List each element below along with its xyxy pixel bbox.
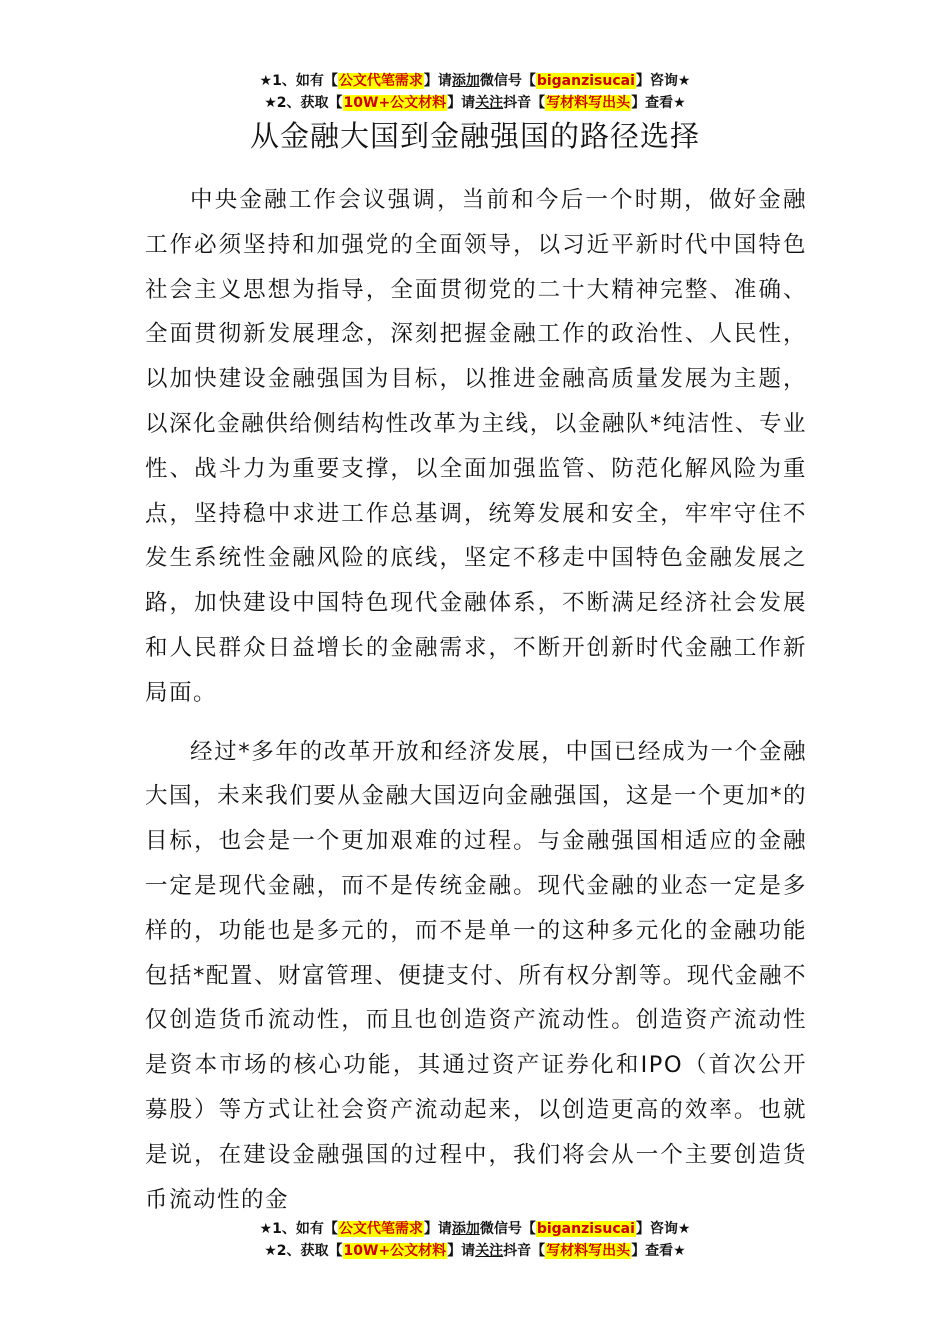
header-banner: [0, 70, 950, 114]
banner-text: 微信号【: [479, 1221, 536, 1237]
banner-text: 】咨询★: [635, 73, 691, 89]
banner-underlined: 添加: [451, 1221, 480, 1237]
materials-highlight: 10W+公文材料: [343, 1243, 447, 1259]
banner-text: 】请: [423, 73, 452, 89]
banner-text: 】请: [423, 1221, 452, 1237]
body-paragraph-1: 中央金融工作会议强调，当前和今后一个时期，做好金融工作必须坚持和加强党的全面领导，以习近平新时代中国特色社会主义思想为指导，全面贯彻党的二十大精神完整、准确、全面贯彻新发展理念，深刻把握金融工作的政治性、人民性，以加快建设金融强国为目标，以推进金融高质量发展为主题，以深化金融供给侧结构性改革为主线，以金融队*纯洁性、专业性、战斗力为重要支撑，以全面加强监管、防范化解风险为重点，坚持稳中求进工作总基调，统筹发展和安全，牢牢守住不发生系统性金融风险的底线，坚定不移走中国特色金融发展之路，加快建设中国特色现代金融体系，不断满足经济社会发展和人民群众日益增长的金融需求，不断开创新时代金融工作新局面。: [145, 187, 807, 706]
banner-text: ★1、如有【: [259, 1221, 338, 1237]
banner-text: 抖音【: [503, 1243, 546, 1259]
body-paragraph-2: 经过*多年的改革开放和经济发展，中国已经成为一个金融大国，未来我们要从金融大国迈向金融强国，这是一个更加*的目标，也会是一个更加艰难的过程。与金融强国相适应的金融一定是现代金融，而不是传统金融。现代金融的业态一定是多样的，功能也是多元的，而不是单一的这种多元化的金融功能包括*配置、财富管理、便捷支付、所有权分割等。现代金融不仅创造货币流动性，而且也创造资产流动性。创造资产流动性是资本市场的核心功能，其通过资产证券化和IPO（首次公开募股）等方式让社会资产流动起来，以创造更高的效率。也就是说，在建设金融强国的过程中，我们将会从一个主要创造货币流动性的金: [145, 738, 807, 1213]
banner-text: 微信号【: [479, 73, 536, 89]
wechat-id-highlight: biganzisucai: [536, 73, 635, 89]
banner-line-1: [0, 70, 950, 92]
banner-text: 】查看★: [631, 1243, 686, 1259]
banner-underlined: 关注: [475, 1243, 504, 1259]
banner-line-2: [0, 1240, 950, 1262]
banner-text: 】咨询★: [635, 1221, 691, 1237]
banner-text: 】查看★: [631, 95, 686, 111]
douyin-id-highlight: 写材料写出头: [546, 95, 631, 111]
wechat-id-highlight: biganzisucai: [536, 1221, 635, 1237]
banner-text: ★2、获取【: [264, 1243, 343, 1259]
banner-underlined: 关注: [475, 95, 504, 111]
materials-highlight: 10W+公文材料: [343, 95, 447, 111]
document-title: 从金融大国到金融强国的路径选择: [249, 119, 700, 153]
banner-text: 】请: [447, 95, 476, 111]
footer-banner: [0, 1218, 950, 1262]
banner-underlined: 添加: [451, 73, 480, 89]
banner-text: ★1、如有【: [259, 73, 338, 89]
service-highlight: 公文代笔需求: [338, 1221, 423, 1237]
banner-text: 抖音【: [503, 95, 546, 111]
banner-line-2: [0, 92, 950, 114]
service-highlight: 公文代笔需求: [338, 73, 423, 89]
douyin-id-highlight: 写材料写出头: [546, 1243, 631, 1259]
banner-line-1: [0, 1218, 950, 1240]
document-body: [145, 178, 807, 1236]
banner-text: 】请: [447, 1243, 476, 1259]
banner-text: ★2、获取【: [264, 95, 343, 111]
